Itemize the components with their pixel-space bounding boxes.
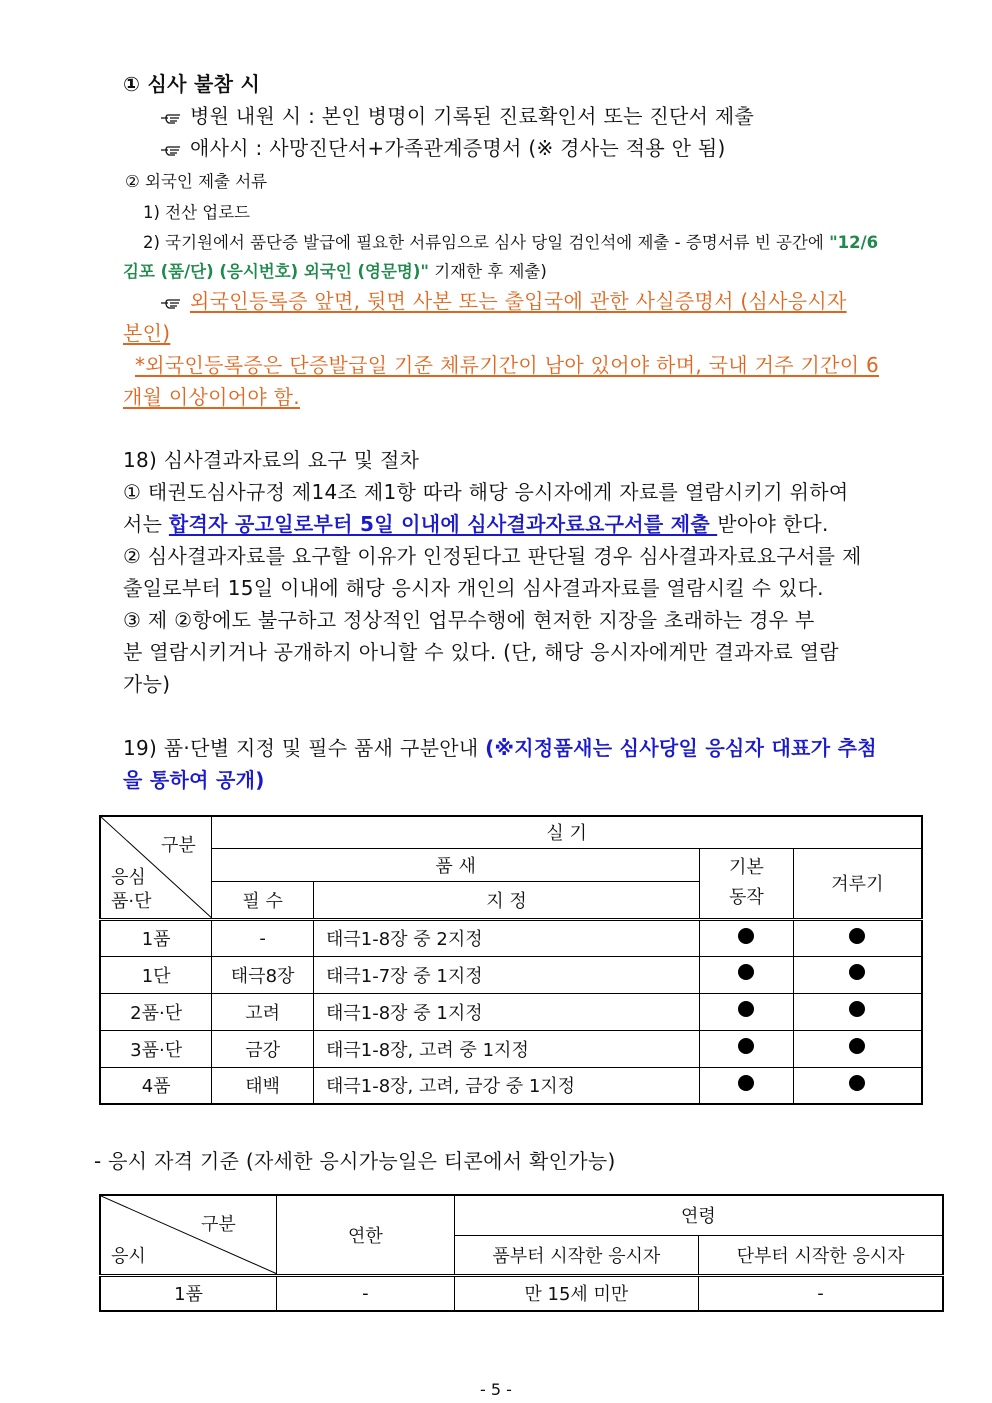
table-row <box>100 1030 922 1067</box>
foreigner-item1: 1) 전산 업로드 <box>143 203 251 222</box>
header-required: 필 수 <box>212 881 314 919</box>
section19-title-note: (※지정품새는 심사당일 응심자 대표가 추첨 <box>485 736 877 760</box>
filled-circle-icon <box>849 928 865 944</box>
sparring-mark-cell <box>793 1030 922 1067</box>
filled-circle-icon <box>849 1075 865 1091</box>
header-sparring: 겨루기 <box>793 848 922 919</box>
rank-cell: 2품·단 <box>100 993 212 1030</box>
basic-mark-cell <box>700 993 794 1030</box>
foreigner-item2-line1 <box>143 229 878 253</box>
absence-title: ① 심사 불참 시 <box>123 72 261 96</box>
header-poomsae: 품 새 <box>212 848 700 881</box>
header-age: 연령 <box>454 1195 943 1235</box>
foreigner-note-line2: 개월 이상이어야 함. <box>123 385 300 409</box>
rank-cell: 1품 <box>100 919 212 956</box>
filled-circle-icon <box>849 1038 865 1054</box>
basic-mark-cell <box>700 1030 794 1067</box>
corner-label-bottom2: 품·단 <box>111 891 152 912</box>
section18-p3-line2: 분 열람시키거나 공개하지 아니할 수 있다. (단, 해당 응시자에게만 결과자료 열람 <box>123 640 839 664</box>
designated-cell: 태극1-8장 중 2지정 <box>313 919 699 956</box>
section19-title-line2: 을 통하여 공개) <box>123 768 265 792</box>
corner-label-bottom: 응시 <box>111 1246 146 1267</box>
header-basic <box>700 848 794 919</box>
required-cell: 태백 <box>212 1067 314 1104</box>
filled-circle-icon <box>849 964 865 980</box>
rank-cell: 3품·단 <box>100 1030 212 1067</box>
basic-mark-cell <box>700 919 794 956</box>
table-row <box>100 956 922 993</box>
header-basic-line2: 동작 <box>729 887 764 908</box>
rank-cell: 4품 <box>100 1067 212 1104</box>
header-practical: 실 기 <box>212 816 922 848</box>
basic-mark-cell <box>700 1067 794 1104</box>
header-designated: 지 정 <box>313 881 699 919</box>
table-row <box>100 1275 943 1311</box>
foreigner-doc-line1 <box>160 285 847 314</box>
section18-p3-line3: 가능) <box>123 672 171 696</box>
section19-title-line1 <box>123 732 877 761</box>
sparring-mark-cell <box>793 919 922 956</box>
corner-label-bottom1: 응심 <box>111 867 146 888</box>
pointing-hand-icon <box>160 296 182 310</box>
filled-circle-icon <box>738 1075 754 1091</box>
filled-circle-icon <box>849 1001 865 1017</box>
designated-cell: 태극1-8장, 고려, 금강 중 1지정 <box>313 1067 699 1104</box>
pointing-hand-icon <box>160 111 182 125</box>
foreigner-item2-tail: 기재한 후 제출) <box>429 262 547 281</box>
sparring-mark-cell <box>793 1067 922 1104</box>
foreigner-item2-line2 <box>123 258 547 282</box>
foreigner-doc-line2: 본인) <box>123 321 171 345</box>
header-from-poom: 품부터 시작한 응시자 <box>454 1235 698 1275</box>
sparring-mark-cell <box>793 993 922 1030</box>
section18-p1-text: 서는 <box>123 512 169 536</box>
section18-p3-line1: ③ 제 ②항에도 불구하고 정상적인 업무수행에 현저한 지장을 초래하는 경우 부 <box>123 608 815 632</box>
section18-p2-line1: ② 심사결과자료를 요구할 이유가 인정된다고 판단될 경우 심사결과자료요구서를 제 <box>123 544 862 568</box>
designated-cell: 태극1-7장 중 1지정 <box>313 956 699 993</box>
poomsae-table <box>99 815 923 1105</box>
section18-p2-line2: 출일로부터 15일 이내에 해당 응시자 개인의 심사결과자료를 열람시킬 수 있다. <box>123 576 824 600</box>
table-row <box>100 993 922 1030</box>
foreigner-title: ② 외국인 제출 서류 <box>125 172 268 191</box>
header-from-dan: 단부터 시작한 응시자 <box>699 1235 943 1275</box>
foreigner-note-line1: *외국인등록증은 단증발급일 기준 체류기간이 남아 있어야 하며, 국내 거주 기간이 6 <box>135 353 880 377</box>
poomsae-corner-cell <box>100 816 212 919</box>
required-cell: 금강 <box>212 1030 314 1067</box>
required-cell: - <box>212 919 314 956</box>
section18-p1-highlight: 합격자 공고일로부터 5일 이내에 심사결과자료요구서를 제출 <box>168 512 718 536</box>
foreigner-doc-text: 외국인등록증 앞면, 뒷면 사본 또는 출입국에 관한 사실증명서 (심사응시자 <box>190 289 847 313</box>
required-cell: 고려 <box>212 993 314 1030</box>
table-row <box>100 1067 922 1104</box>
absence-bereavement-text: 애사시 : 사망진단서+가족관계증명서 (※ 경사는 적용 안 됨) <box>190 136 726 160</box>
filled-circle-icon <box>738 1038 754 1054</box>
section18-title: 18) 심사결과자료의 요구 및 절차 <box>123 448 420 472</box>
from-poom-cell: 만 15세 미만 <box>454 1275 698 1311</box>
eligibility-table <box>99 1194 944 1312</box>
header-years: 연한 <box>277 1195 455 1275</box>
pointing-hand-icon <box>160 143 182 157</box>
years-cell: - <box>277 1275 455 1311</box>
foreigner-item2-label: 김포 (품/단) (응시번호) 외국인 (영문명)" <box>123 262 429 281</box>
level-cell: 1품 <box>100 1275 277 1311</box>
absence-bereavement <box>160 132 726 161</box>
filled-circle-icon <box>738 964 754 980</box>
page-number: - 5 - <box>480 1380 512 1399</box>
section19-title-text: 19) 품·단별 지정 및 필수 품새 구분안내 <box>123 736 486 760</box>
filled-circle-icon <box>738 928 754 944</box>
section18-p1-line1: ① 태권도심사규정 제14조 제1항 따라 해당 응시자에게 자료를 열람시키기 위하여 <box>123 480 849 504</box>
designated-cell: 태극1-8장, 고려 중 1지정 <box>313 1030 699 1067</box>
absence-hospital-text: 병원 내원 시 : 본인 병명이 기록된 진료확인서 또는 진단서 제출 <box>190 104 755 128</box>
corner-label-top: 구분 <box>201 1214 236 1235</box>
from-dan-cell: - <box>699 1275 943 1311</box>
rank-cell: 1단 <box>100 956 212 993</box>
section18-p1-line2 <box>123 508 829 537</box>
sparring-mark-cell <box>793 956 922 993</box>
eligibility-corner-cell <box>100 1195 277 1275</box>
foreigner-item2-text: 2) 국기원에서 품단증 발급에 필요한 서류임으로 심사 당일 검인석에 제출 - 증명서류 빈 공간에 <box>143 233 830 252</box>
section18-p1-tail: 받아야 한다. <box>717 512 829 536</box>
absence-hospital <box>160 100 754 129</box>
corner-label-top: 구분 <box>161 835 196 856</box>
required-cell: 태극8장 <box>212 956 314 993</box>
foreigner-item2-date: "12/6 <box>829 233 879 252</box>
designated-cell: 태극1-8장 중 1지정 <box>313 993 699 1030</box>
basic-mark-cell <box>700 956 794 993</box>
table-row <box>100 919 922 956</box>
filled-circle-icon <box>738 1001 754 1017</box>
eligibility-title: - 응시 자격 기준 (자세한 응시가능일은 티콘에서 확인가능) <box>94 1149 616 1173</box>
header-basic-line1: 기본 <box>729 857 764 878</box>
